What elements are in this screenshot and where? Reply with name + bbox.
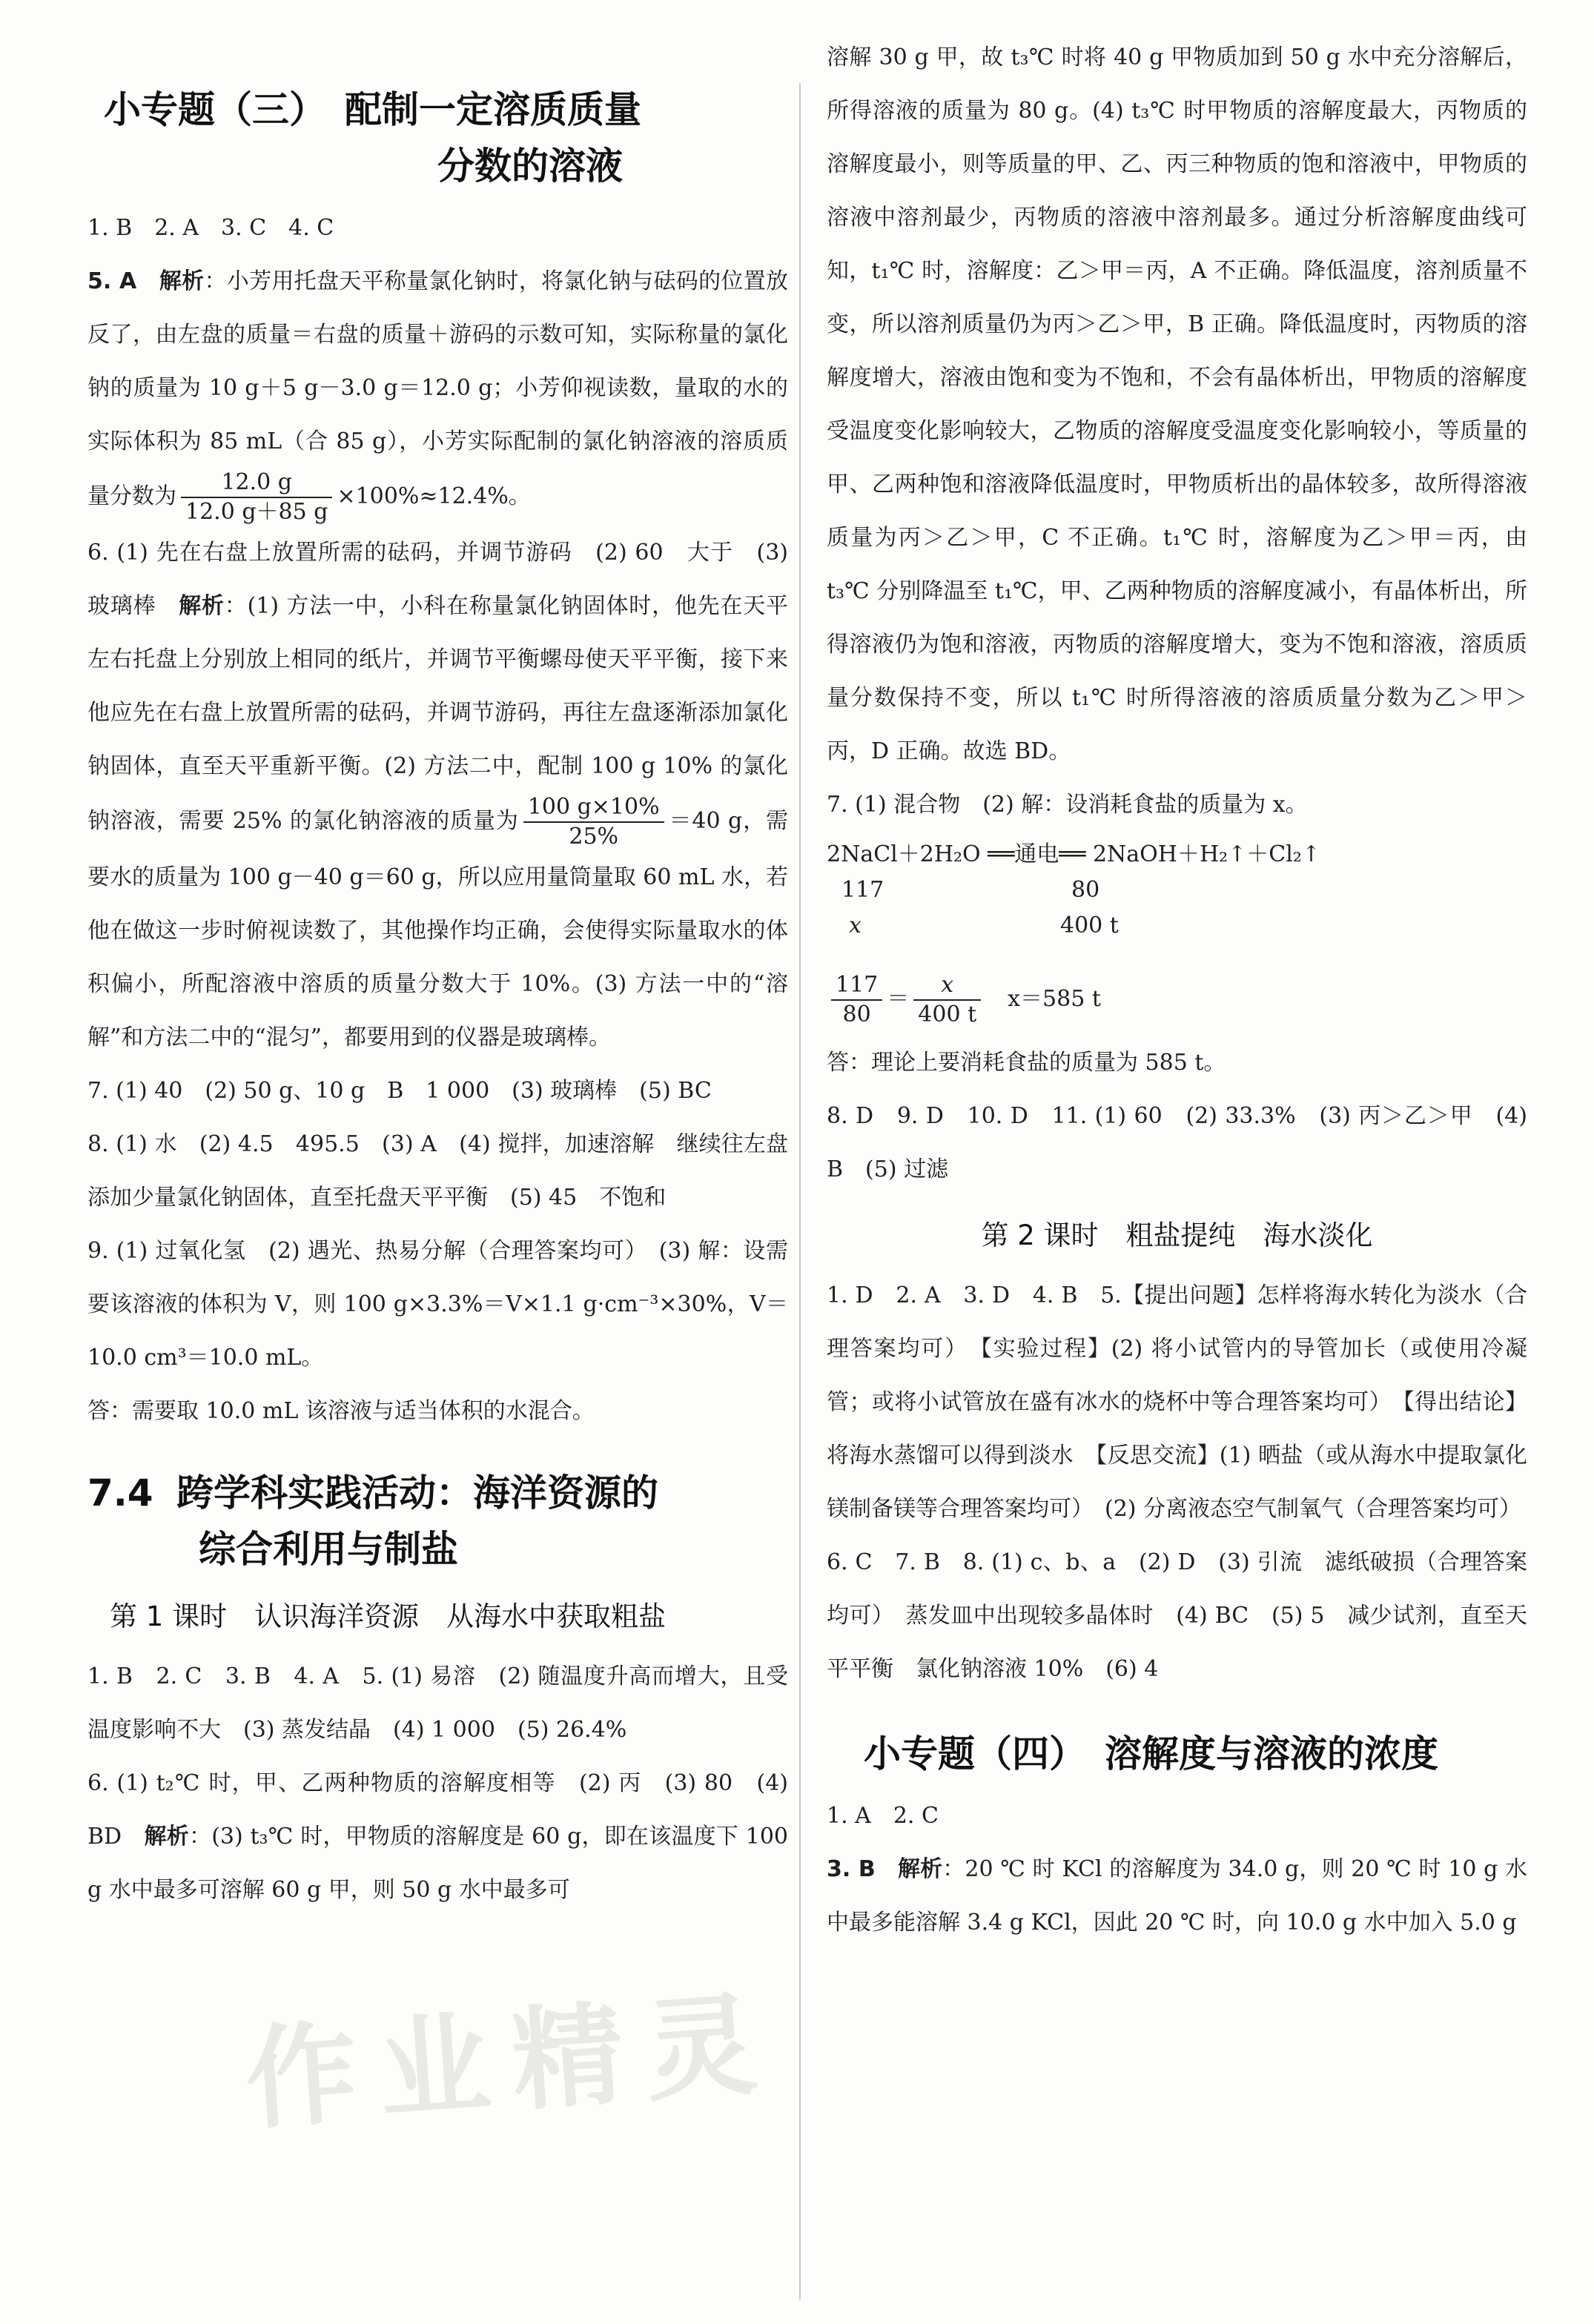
left-column [87,82,788,1917]
answer-6: 6. (1) 先在右盘上放置所需的砝码，并调节游码 (2) 60 大于 (3) 玻璃棒 解析：(1) 方法一中，小科在称量氯化钠固体时，他先在天平左右托盘上分别放上相同的纸片，并调节平衡螺母使天平平衡，接下来他应先在右盘上放置所需的砝码，并调节游码，再往左盘逐渐添加氯化钠固体，直至天平重新平衡。(2) 方法二中，配制 100 g 10% 的氯化钠溶液，需要 25% 的氯化钠溶液的质量为 $\frac{100 g\times 10\%}{25\%}$ ＝40 g，需要水的质量为 100 g－40 g＝60 g，所以应用量筒量取 60 mL 水，若他在做这一步时俯视读数了，其他操作均正确，会使得实际量取水的体积偏小，所配溶液中溶质的质量分数大于 10%。(3) 方法一中的“溶解”和方法二中的“混匀”，都要用到的仪器是玻璃棒。 [87,540,789,1050]
fraction-6: $\frac{100 g\times 10\%}{25\%}$ [523,793,664,851]
equation-x: x [849,913,862,938]
equation-80: 80 [1071,877,1100,903]
equation-400t: 400 t [1060,913,1119,938]
lesson1-answers-1-5: 1. B 2. C 3. B 4. A 5. (1) 易溶 (2) 随温度升高而增大，且受温度影响不大 (3) 蒸发结晶 (4) 1 000 (5) 26.4% [87,1663,788,1743]
section-title-special-3 [87,82,788,194]
answer-5: 5. A 解析：小芳用托盘天平称量氯化钠时，将氯化钠与砝码的位置放反了，由左盘的质量＝右盘的质量＋游码的示数可知，实际称量的氯化钠的质量为 10 g＋5 g－3.0 g＝12.0 g；小芳仰视读数，量取的水的实际体积为 85 mL（合 85 g），小芳实际配制的氯化钠溶液的溶质质量分数为 $\frac{12.0 g}{12.0 g+85 g}$ ×100%≈12.4%。 [87,268,789,525]
lesson1-answer-6: 6. (1) t₂℃ 时，甲、乙两种物质的溶解度相等 (2) 丙 (3) 80 (4) BD 解析：(3) t₃℃ 时，甲物质的溶解度是 60 g，即在该温度下 100 g 水中最多可溶解 60 g 甲，则 50 g 水中最多可 [87,1770,789,1903]
title-line-2: 综合利用与制盐 [199,1528,458,1571]
section-title-7-4 [87,1465,788,1578]
answers-8-11: 8. D 9. D 10. D 11. (1) 60 (2) 33.3% (3) 丙＞乙＞甲 (4) B (5) 过滤 [827,1103,1527,1182]
answer-7: 7. (1) 40 (2) 50 g、10 g B 1 000 (3) 玻璃棒 (5) BC [87,1078,712,1104]
column-divider [799,83,801,2300]
answer-7-right: 7. (1) 混合物 (2) 解：设消耗食盐的质量为 x。 [827,792,1308,818]
answer-6-continued: 溶解 30 g 甲，故 t₃℃ 时将 40 g 甲物质加到 50 g 水中充分溶解后，所得溶液的质量为 80 g。(4) t₃℃ 时甲物质的溶解度最大，丙物质的溶解度最小，则等质量的甲、乙、丙三种物质的饱和溶液中，甲物质的溶液中溶剂最少，丙物质的溶液中溶剂最多。通过分析溶解度曲线可知，t₁℃ 时，溶解度：乙＞甲＝丙，A 不正确。降低温度，溶剂质量不变，所以溶剂质量仍为丙＞乙＞甲，B 正确。降低温度时，丙物质的溶解度增大，溶液由饱和变为不饱和，不会有晶体析出，甲物质的溶解度受温度变化影响较大，乙物质的溶解度受温度变化影响较小，等质量的甲、乙两种饱和溶液降低温度时，甲物质析出的晶体较多，故所得溶液质量为丙＞乙＞甲，C 不正确。t₁℃ 时，溶解度为乙＞甲＝丙，由 t₃℃ 分别降温至 t₁℃，甲、乙两种物质的溶解度减小，有晶体析出，所得溶液仍为饱和溶液，丙物质的溶解度增大，变为不饱和溶液，溶质质量分数保持不变，所以 t₁℃ 时所得溶液的溶质质量分数为乙＞甲＞丙，D 正确。故选 BD。 [827,44,1527,764]
special4-answers-1-2: 1. A 2. C [827,1803,939,1829]
answer-9: 9. (1) 过氧化氢 (2) 遇光、热易分解（合理答案均可） (3) 解：设需要该溶液的体积为 V，则 100 g×3.3%＝V×1.1 g·cm⁻³×30%，V＝10.0 cm³＝10.0 mL。 [87,1238,788,1371]
title-line-1: 小专题（三） 配制一定溶质质量 [104,88,641,131]
answer-1-4: 1. B 2. A 3. C 4. C [87,215,334,241]
title-line-2: 分数的溶液 [437,145,623,188]
answer-9-conclusion: 答：需要取 10.0 mL 该溶液与适当体积的水混合。 [87,1398,595,1424]
chemical-equation [827,839,1527,965]
proportion-equation: $\frac{117}{80}$ ＝ $\frac{x}{400 t}$ x＝585 t [827,971,1527,1029]
lesson-2-title: 第 2 课时 粗盐提纯 海水淡化 [981,1219,1373,1251]
section-number: 7.4 [87,1471,153,1514]
equation-line: 2NaCl＋2H₂O ══通电══ 2NaOH＋H₂↑＋Cl₂↑ [827,841,1320,867]
title-line-1: 跨学科实践活动：海洋资源的 [176,1471,658,1514]
special4-answer-3: 3. B 解析：20 ℃ 时 KCl 的溶解度为 34.0 g，则 20 ℃ 时 10 g 水中最多能溶解 3.4 g KCl，因此 20 ℃ 时，向 10.0 g 水中加入 5.0 g [827,1856,1527,1936]
fraction-5: $\frac{12.0 g}{12.0 g+85 g}$ [181,469,332,526]
right-column [827,31,1527,1950]
lesson2-answers-1-5: 1. D 2. A 3. D 4. B 5.【提出问题】怎样将海水转化为淡水（合理答案均可） 【实验过程】(2) 将小试管内的导管加长（或使用冷凝管；或将小试管放在盛有冰水的烧杯中等合理答案均可） 【得出结论】将海水蒸馏可以得到淡水 【反思交流】(1) 晒盐（或从海水中提取氯化镁制备镁等合理答案均可） (2) 分离液态空气制氧气（合理答案均可） [827,1282,1527,1522]
equation-117: 117 [841,877,884,903]
answer-8: 8. (1) 水 (2) 4.5 495.5 (3) A (4) 搅拌，加速溶解 继续往左盘添加少量氯化钠固体，直至托盘天平平衡 (5) 45 不饱和 [87,1131,788,1211]
lesson2-answers-6-8: 6. C 7. B 8. (1) c、b、a (2) D (3) 引流 滤纸破损（合理答案均可） 蒸发皿中出现较多晶体时 (4) BC (5) 5 减少试剂，直至天平平衡 氯化钠溶液 10% (6) 4 [827,1549,1527,1682]
answer-7-conclusion: 答：理论上要消耗食盐的质量为 585 t。 [827,1050,1226,1076]
section-title-special-4: 小专题（四） 溶解度与溶液的浓度 [864,1732,1438,1775]
lesson-1-title: 第 1 课时 认识海洋资源 从海水中获取粗盐 [110,1600,667,1632]
watermark: 作业精灵 [241,1979,784,2145]
